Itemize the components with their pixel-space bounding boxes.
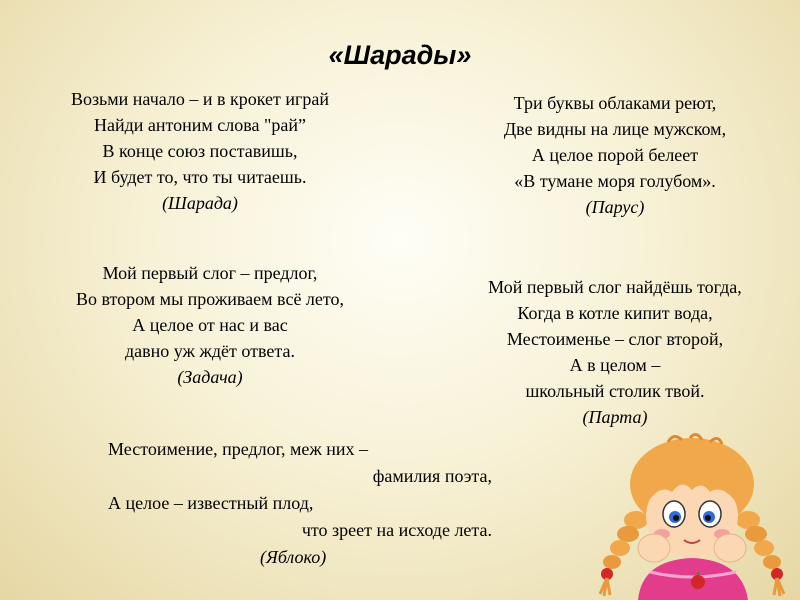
poem-line: давно уж ждёт ответа.	[124, 341, 295, 361]
girl-illustration	[598, 432, 788, 600]
poem-line: А в целом –	[569, 355, 661, 375]
charade-4	[435, 274, 795, 430]
poem-line: Когда в котле кипит вода,	[517, 303, 713, 323]
poem-line: Найди антоним слова "рай”	[93, 115, 306, 135]
poem-line: А целое порой белеет	[531, 145, 699, 165]
poem-answer: (Яблоко)	[260, 547, 327, 567]
poem-answer: (Парус)	[585, 197, 645, 217]
poem-line: Местоименье – слог второй,	[506, 329, 724, 349]
poem-line: что зреет на исходе лета.	[301, 520, 492, 540]
poem-line: Местоимение, предлог, меж них –	[108, 439, 369, 459]
charade-3	[20, 260, 400, 390]
poem-line: Во втором мы проживаем всё лето,	[75, 289, 345, 309]
poem-line: А целое – известный плод,	[108, 493, 314, 513]
poem-line: Возьми начало – и в крокет играй	[70, 89, 330, 109]
charade-5	[100, 436, 500, 571]
poem-answer: (Шарада)	[162, 193, 238, 213]
poem-line: Три буквы облаками реют,	[513, 93, 717, 113]
poem-line: Две видны на лице мужском,	[503, 119, 727, 139]
poem-answer: (Парта)	[582, 407, 648, 427]
poem-line: Мой первый слог найдёшь тогда,	[488, 277, 742, 297]
poem-line: фамилия поэта,	[372, 466, 492, 486]
poem-line: «В тумане моря голубом».	[514, 171, 716, 191]
charade-2	[445, 90, 785, 220]
poem-line: В конце союз поставишь,	[102, 141, 298, 161]
page-title: «Шарады»	[328, 40, 472, 70]
poem-line: школьный столик твой.	[525, 381, 705, 401]
poem-line: А целое от нас и вас	[132, 315, 288, 335]
poem-line: И будет то, что ты читаешь.	[93, 167, 307, 187]
poem-line: Мой первый слог – предлог,	[102, 263, 318, 283]
poem-answer: (Задача)	[177, 367, 243, 387]
charade-1	[20, 86, 380, 216]
